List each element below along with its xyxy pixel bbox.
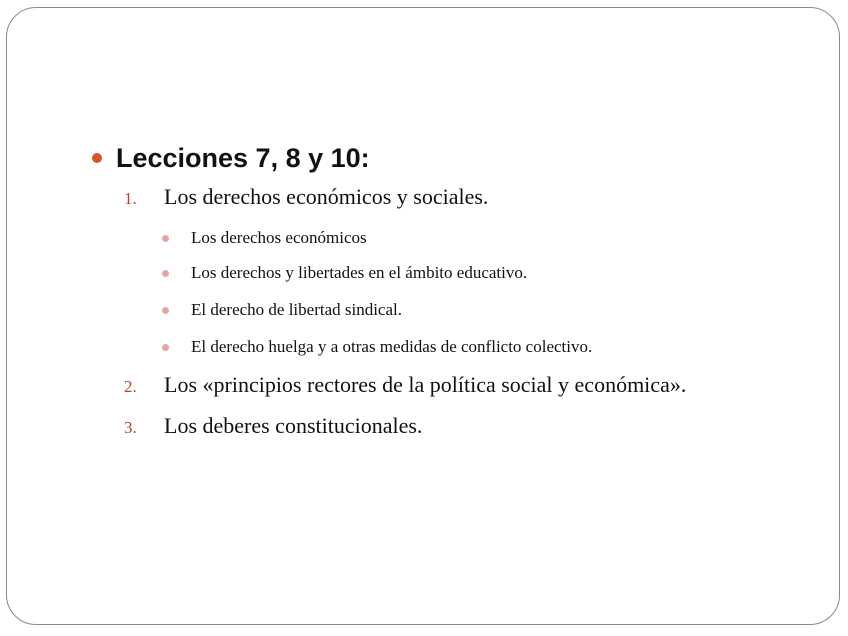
item-text: Los derechos económicos y sociales. [164, 184, 489, 209]
heading-row [90, 140, 370, 176]
sub-bullet-icon [162, 270, 169, 277]
item-text: Los «principios rectores de la política social y económica». [164, 372, 687, 397]
item-number: 3. [124, 418, 137, 437]
slide-frame [6, 7, 840, 625]
sub-bullet-icon [162, 235, 169, 242]
sub-item-3 [162, 300, 402, 320]
numbered-item-1 [124, 184, 488, 210]
numbered-item-2 [124, 372, 686, 398]
bullet-icon [92, 153, 102, 163]
item-number: 2. [124, 377, 137, 396]
sub-item-4 [162, 337, 592, 357]
item-number: 1. [124, 189, 137, 208]
sub-bullet-icon [162, 307, 169, 314]
sub-item-1 [162, 228, 367, 248]
sub-bullet-icon [162, 344, 169, 351]
sub-item-text: El derecho de libertad sindical. [191, 300, 402, 319]
sub-item-2 [162, 263, 527, 283]
sub-item-text: Los derechos y libertades en el ámbito educativo. [191, 263, 528, 282]
slide-heading: Lecciones 7, 8 y 10: [116, 142, 370, 173]
sub-item-text: Los derechos económicos [191, 228, 367, 247]
numbered-item-3 [124, 413, 422, 439]
sub-item-text: El derecho huelga y a otras medidas de conflicto colectivo. [191, 337, 593, 356]
item-text: Los deberes constitucionales. [164, 413, 423, 438]
